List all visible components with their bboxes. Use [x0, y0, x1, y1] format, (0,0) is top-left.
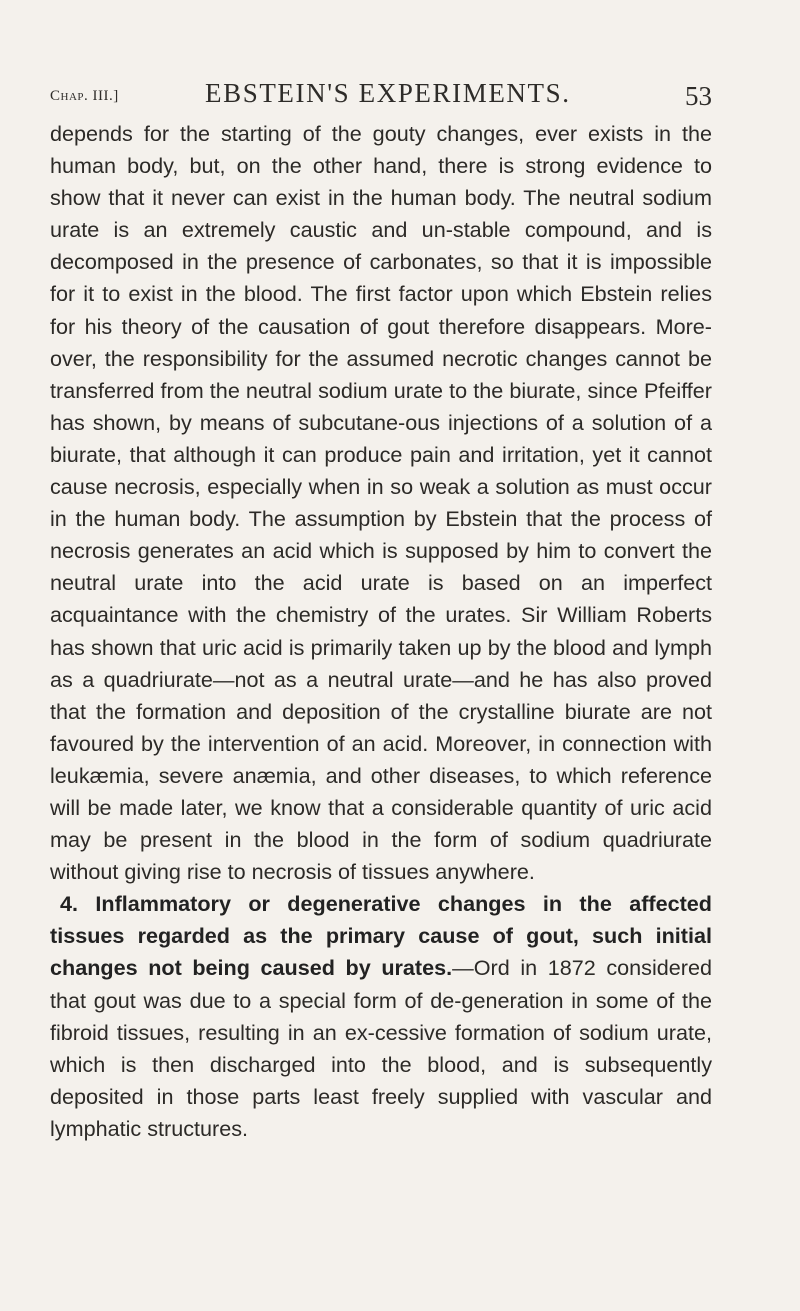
section-heading: 4. Inflammatory or degenerative changes in the affected tissues regarded as the primary cause of gout, such initial changeѕ not being caused by urates. — [50, 891, 712, 981]
book-page — [50, 78, 712, 1145]
chapter-reference: Chap. III.] — [50, 88, 119, 104]
page-number: 53 — [685, 81, 712, 111]
section-text: —Ord in 1872 considered that gout was due to a special form of de-generation in some of the fibroid tissues, resulting in an ex-cessive formation of sodium urate, which is then discharged into the blood, and is subsequently deposited in those parts least freely supplied with vascular and lymphatic structures. — [50, 955, 712, 1141]
running-title: EBSTEIN'S EXPERIMENTS. — [205, 78, 571, 108]
running-head — [50, 78, 712, 118]
continued-paragraph: depends for the starting of the gouty changes, ever exists in the human body, but, on the other hand, there is strong evidence to show that it never can exist in the human body. The neutral sodium urate is an extremely caustic and un-stable compound, and is decomposed in the presence of carbonates, so that it is impossible for it to exist in the blood. The first factor upon which Ebstein relies for his theory of the causation of gout therefore disappears. More-over, the responsibility for the assumed necrotic changes cannot be transferred from the neutral sodium urate to the biurate, since Pfeiffer has shown, by means of subcutane-ous injections of a solution of a biurate, that although it can produce pain and irritation, yet it cannot cause necrosis, especially when in so weak a solution as must occur in the human body. The assumption by Ebstein that the process of necrosis generates an acid which is supposed by him to convert the neutral urate into the acid urate is based on an imperfect acquaintance with the chemistry of the urates. Sir William Roberts has shown that uric acid is primarily taken up by the blood and lymph as a quadriurate—not as a neutral urate—and he has also proved that the formation and deposition of the crystalline biurate are not favoured by the intervention of an acid. Moreover, in connection with leukæmia, severe anæmia, and other diseases, to which reference will be made later, we know that a considerable quantity of uric acid may be present in the blood in the form of sodium quadriurate without giving rise to necrosis of tissues anywhere. — [50, 121, 712, 885]
body-text — [50, 118, 712, 1145]
section-paragraph — [50, 888, 712, 1145]
